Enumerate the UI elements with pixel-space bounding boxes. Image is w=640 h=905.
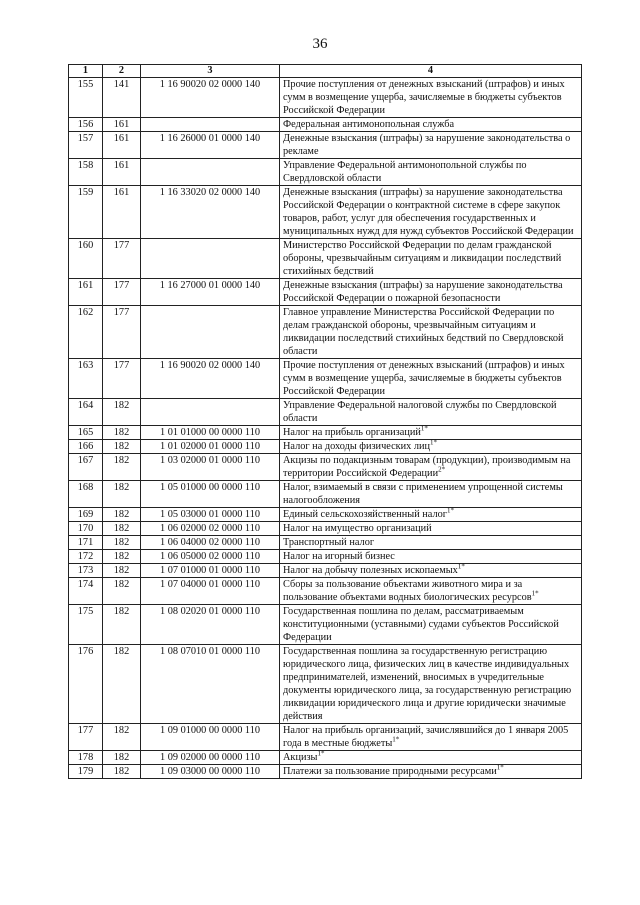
revenue-code-text: 1 08 07010 01 0000 110 (159, 646, 260, 657)
table-row (69, 359, 582, 399)
row-number-cell (69, 159, 103, 186)
revenue-description-cell (280, 550, 582, 564)
revenue-description-cell (280, 578, 582, 605)
revenue-description-text: Министерство Российской Федерации по делам гражданской обороны, чрезвычайным ситуациям и ликвидации последствий стихийных бедствий (283, 240, 562, 277)
row-number-cell (69, 724, 103, 751)
revenue-code-cell (141, 399, 280, 426)
revenue-description-text: Сборы за пользование объектами животного мира и за пользование объектами водных биологических ресурсов (283, 579, 532, 603)
admin-code-text: 182 (113, 441, 130, 452)
revenue-description-cell (280, 426, 582, 440)
table-header-row (69, 65, 582, 78)
revenue-code-text: 1 16 33020 02 0000 140 (159, 187, 261, 198)
revenue-description-text: Налог на прибыль организаций (283, 427, 421, 438)
row-number-text: 169 (77, 509, 94, 520)
revenue-description-cell (280, 751, 582, 765)
row-number-text: 172 (77, 551, 94, 562)
row-number-cell (69, 132, 103, 159)
admin-code-cell (103, 536, 141, 550)
table-row (69, 564, 582, 578)
table-row (69, 550, 582, 564)
revenue-code-cell (141, 578, 280, 605)
revenue-code-text: 1 01 01000 00 0000 110 (159, 427, 260, 438)
row-number-cell (69, 578, 103, 605)
row-number-cell (69, 399, 103, 426)
budget-revenue-table (68, 64, 582, 779)
revenue-code-cell (141, 605, 280, 645)
revenue-description-text: Главное управление Министерства Российской Федерации по делам гражданской обороны, чрезвычайным ситуациям и ликвидации последствий стихийных бедствий по Свердловской области (283, 307, 564, 357)
row-number-cell (69, 279, 103, 306)
admin-code-text: 182 (113, 752, 130, 763)
revenue-description-text: Акцизы (283, 752, 318, 763)
row-number-cell (69, 550, 103, 564)
revenue-description-text: Государственная пошлина по делам, рассматриваемым конституционными (уставными) судами субъектов Российской Федерации (283, 606, 559, 643)
revenue-code-cell (141, 508, 280, 522)
revenue-description-cell (280, 508, 582, 522)
revenue-description-text: Транспортный налог (283, 537, 375, 548)
table-row (69, 78, 582, 118)
admin-code-text: 177 (113, 360, 130, 371)
revenue-description-text: Управление Федеральной налоговой службы по Свердловской области (283, 400, 557, 424)
admin-code-text: 177 (113, 307, 130, 318)
row-number-text: 175 (77, 606, 94, 617)
revenue-description-cell (280, 306, 582, 359)
admin-code-text: 182 (113, 606, 130, 617)
admin-code-cell (103, 159, 141, 186)
revenue-code-cell (141, 481, 280, 508)
row-number-text: 160 (77, 240, 94, 251)
admin-code-text: 182 (113, 551, 130, 562)
admin-code-cell (103, 279, 141, 306)
admin-code-text: 182 (113, 537, 130, 548)
admin-code-text: 177 (113, 280, 130, 291)
footnote-marker: 1* (496, 763, 504, 772)
admin-code-text: 161 (113, 119, 130, 130)
row-number-cell (69, 536, 103, 550)
revenue-description-text: Денежные взыскания (штрафы) за нарушение законодательства о рекламе (283, 133, 571, 157)
revenue-code-text: 1 09 02000 00 0000 110 (159, 752, 260, 763)
revenue-description-cell (280, 78, 582, 118)
revenue-code-cell (141, 440, 280, 454)
table-row (69, 186, 582, 239)
table-row (69, 426, 582, 440)
table-row (69, 536, 582, 550)
admin-code-cell (103, 359, 141, 399)
table-row (69, 118, 582, 132)
revenue-code-text: 1 16 26000 01 0000 140 (159, 133, 261, 144)
admin-code-cell (103, 481, 141, 508)
footnote-marker: 2* (438, 465, 446, 474)
revenue-code-cell (141, 765, 280, 779)
revenue-description-text: Налог на прибыль организаций, зачислявшийся до 1 января 2005 года в местные бюджеты (283, 725, 569, 749)
revenue-code-cell (141, 186, 280, 239)
page-number: 36 (312, 36, 328, 52)
revenue-description-cell (280, 536, 582, 550)
revenue-code-cell (141, 159, 280, 186)
revenue-code-text: 1 05 03000 01 0000 110 (159, 509, 260, 520)
table-row (69, 132, 582, 159)
table-row (69, 508, 582, 522)
revenue-code-text: 1 06 05000 02 0000 110 (159, 551, 260, 562)
revenue-code-cell (141, 239, 280, 279)
table-row (69, 578, 582, 605)
revenue-code-cell (141, 306, 280, 359)
revenue-code-cell (141, 536, 280, 550)
admin-code-cell (103, 78, 141, 118)
footnote-marker: 1* (430, 438, 438, 447)
revenue-description-text: Налог на имущество организаций (283, 523, 432, 534)
revenue-description-cell (280, 522, 582, 536)
admin-code-cell (103, 605, 141, 645)
row-number-text: 157 (77, 133, 94, 144)
revenue-description-text: Государственная пошлина за государственную регистрацию юридического лица, физических лиц в качестве индивидуальных предпринимателей, изменений, вносимых в учредительные документы юридического лица, за государственную регистрацию ликвидации юридического лица и другие юридически значимые действия (283, 646, 572, 722)
row-number-text: 156 (77, 119, 94, 130)
admin-code-cell (103, 765, 141, 779)
table-row (69, 481, 582, 508)
revenue-description-text: Прочие поступления от денежных взысканий (штрафов) и иных сумм в возмещение ущерба, зачисляемые в бюджеты субъектов Российской Федерации (283, 79, 565, 116)
admin-code-cell (103, 186, 141, 239)
row-number-text: 165 (77, 427, 94, 438)
revenue-description-text: Денежные взыскания (штрафы) за нарушение законодательства Российской Федерации о контрактной системе в сфере закупок товаров, работ, услуг для обеспечения государственных и муниципальных нужд для нужд субъектов Российской Федерации (283, 187, 574, 237)
revenue-description-text: Единый сельскохозяйственный налог (283, 509, 447, 520)
table-row (69, 239, 582, 279)
revenue-description-cell (280, 132, 582, 159)
revenue-description-cell (280, 645, 582, 724)
admin-code-cell (103, 645, 141, 724)
row-number-cell (69, 440, 103, 454)
table-body (69, 78, 582, 779)
revenue-description-text: Управление Федеральной антимонопольной службы по Свердловской области (283, 160, 527, 184)
revenue-description-text: Федеральная антимонопольная служба (283, 119, 455, 130)
revenue-description-cell (280, 440, 582, 454)
admin-code-text: 182 (113, 400, 130, 411)
revenue-code-text: 1 07 01000 01 0000 110 (159, 565, 260, 576)
row-number-text: 168 (77, 482, 94, 493)
admin-code-text: 182 (113, 565, 130, 576)
row-number-text: 161 (77, 280, 94, 291)
row-number-cell (69, 522, 103, 536)
admin-code-text: 182 (113, 646, 130, 657)
table-row (69, 159, 582, 186)
row-number-text: 155 (77, 79, 94, 90)
admin-code-cell (103, 118, 141, 132)
revenue-code-cell (141, 118, 280, 132)
table-row (69, 454, 582, 481)
admin-code-cell (103, 454, 141, 481)
admin-code-text: 182 (113, 579, 130, 590)
row-number-cell (69, 605, 103, 645)
row-number-text: 173 (77, 565, 94, 576)
table-row (69, 751, 582, 765)
footnote-marker: 1* (317, 749, 325, 758)
revenue-code-cell (141, 359, 280, 399)
admin-code-cell (103, 550, 141, 564)
footnote-marker: 1* (531, 589, 539, 598)
revenue-code-cell (141, 279, 280, 306)
revenue-code-cell (141, 724, 280, 751)
table-row (69, 645, 582, 724)
revenue-code-text: 1 05 01000 00 0000 110 (159, 482, 260, 493)
revenue-description-cell (280, 118, 582, 132)
revenue-description-cell (280, 481, 582, 508)
footnote-marker: 1* (446, 506, 454, 515)
row-number-cell (69, 359, 103, 399)
row-number-text: 171 (77, 537, 94, 548)
row-number-cell (69, 78, 103, 118)
row-number-cell (69, 481, 103, 508)
row-number-text: 179 (77, 766, 94, 777)
revenue-code-text: 1 09 01000 00 0000 110 (159, 725, 260, 736)
revenue-code-cell (141, 426, 280, 440)
table-row (69, 522, 582, 536)
admin-code-text: 182 (113, 725, 130, 736)
revenue-description-text: Платежи за пользование природными ресурсами (283, 766, 497, 777)
row-number-text: 163 (77, 360, 94, 371)
revenue-code-text: 1 06 04000 02 0000 110 (159, 537, 260, 548)
admin-code-cell (103, 508, 141, 522)
admin-code-cell (103, 426, 141, 440)
revenue-code-cell (141, 78, 280, 118)
admin-code-text: 182 (113, 427, 130, 438)
admin-code-cell (103, 239, 141, 279)
admin-code-text: 182 (113, 766, 130, 777)
row-number-cell (69, 306, 103, 359)
revenue-description-cell (280, 765, 582, 779)
revenue-code-cell (141, 454, 280, 481)
table-row (69, 279, 582, 306)
revenue-description-text: Налог, взимаемый в связи с применением упрощенной системы налогообложения (283, 482, 563, 506)
revenue-description-text: Акцизы по подакцизным товарам (продукции), производимым на территории Российской Федерации (283, 455, 571, 479)
admin-code-cell (103, 564, 141, 578)
row-number-text: 176 (77, 646, 94, 657)
revenue-description-text: Прочие поступления от денежных взысканий (штрафов) и иных сумм в возмещение ущерба, зачисляемые в бюджеты субъектов Российской Федерации (283, 360, 565, 397)
revenue-description-text: Налог на доходы физических лиц (283, 441, 431, 452)
revenue-description-cell (280, 279, 582, 306)
row-number-cell (69, 765, 103, 779)
admin-code-text: 182 (113, 523, 130, 534)
row-number-text: 167 (77, 455, 94, 466)
row-number-text: 158 (77, 160, 94, 171)
row-number-cell (69, 118, 103, 132)
column-header-1: 1 (69, 65, 103, 78)
table-row (69, 605, 582, 645)
revenue-description-cell (280, 724, 582, 751)
admin-code-cell (103, 132, 141, 159)
admin-code-text: 182 (113, 482, 130, 493)
revenue-description-cell (280, 399, 582, 426)
table-row (69, 306, 582, 359)
revenue-code-cell (141, 550, 280, 564)
row-number-text: 162 (77, 307, 94, 318)
row-number-text: 164 (77, 400, 94, 411)
revenue-code-text: 1 09 03000 00 0000 110 (159, 766, 260, 777)
row-number-cell (69, 454, 103, 481)
admin-code-text: 161 (113, 133, 130, 144)
revenue-code-text: 1 16 27000 01 0000 140 (159, 280, 261, 291)
row-number-cell (69, 564, 103, 578)
admin-code-text: 182 (113, 509, 130, 520)
admin-code-text: 182 (113, 455, 130, 466)
admin-code-cell (103, 724, 141, 751)
revenue-description-cell (280, 186, 582, 239)
revenue-code-cell (141, 522, 280, 536)
footnote-marker: 1* (392, 735, 400, 744)
admin-code-text: 161 (113, 187, 130, 198)
row-number-text: 166 (77, 441, 94, 452)
revenue-code-cell (141, 564, 280, 578)
admin-code-text: 161 (113, 160, 130, 171)
revenue-code-text: 1 16 90020 02 0000 140 (159, 360, 261, 371)
table-row (69, 765, 582, 779)
table-row (69, 724, 582, 751)
row-number-cell (69, 426, 103, 440)
footnote-marker: 1* (420, 424, 428, 433)
row-number-text: 170 (77, 523, 94, 534)
column-header-4: 4 (280, 65, 582, 78)
revenue-code-text: 1 08 02020 01 0000 110 (159, 606, 260, 617)
table-row (69, 399, 582, 426)
column-header-2: 2 (103, 65, 141, 78)
revenue-code-cell (141, 751, 280, 765)
admin-code-text: 141 (113, 79, 130, 90)
row-number-cell (69, 645, 103, 724)
row-number-text: 177 (77, 725, 94, 736)
row-number-cell (69, 508, 103, 522)
row-number-text: 178 (77, 752, 94, 763)
row-number-cell (69, 239, 103, 279)
revenue-code-cell (141, 132, 280, 159)
admin-code-cell (103, 399, 141, 426)
row-number-cell (69, 751, 103, 765)
revenue-description-cell (280, 239, 582, 279)
table-row (69, 440, 582, 454)
admin-code-cell (103, 440, 141, 454)
admin-code-cell (103, 578, 141, 605)
revenue-code-cell (141, 645, 280, 724)
revenue-code-text: 1 01 02000 01 0000 110 (159, 441, 260, 452)
revenue-code-text: 1 16 90020 02 0000 140 (159, 79, 261, 90)
revenue-description-cell (280, 564, 582, 578)
revenue-description-cell (280, 605, 582, 645)
admin-code-cell (103, 306, 141, 359)
footnote-marker: 1* (457, 562, 465, 571)
row-number-text: 174 (77, 579, 94, 590)
revenue-code-text: 1 07 04000 01 0000 110 (159, 579, 260, 590)
revenue-description-cell (280, 159, 582, 186)
admin-code-cell (103, 522, 141, 536)
row-number-text: 159 (77, 187, 94, 198)
row-number-cell (69, 186, 103, 239)
revenue-code-text: 1 03 02000 01 0000 110 (159, 455, 260, 466)
revenue-description-text: Налог на игорный бизнес (283, 551, 395, 562)
revenue-description-text: Налог на добычу полезных ископаемых (283, 565, 458, 576)
admin-code-cell (103, 751, 141, 765)
revenue-description-cell (280, 454, 582, 481)
revenue-description-text: Денежные взыскания (штрафы) за нарушение законодательства Российской Федерации о пожарной безопасности (283, 280, 563, 304)
admin-code-text: 177 (113, 240, 130, 251)
revenue-code-text: 1 06 02000 02 0000 110 (159, 523, 260, 534)
revenue-description-cell (280, 359, 582, 399)
column-header-3: 3 (141, 65, 280, 78)
